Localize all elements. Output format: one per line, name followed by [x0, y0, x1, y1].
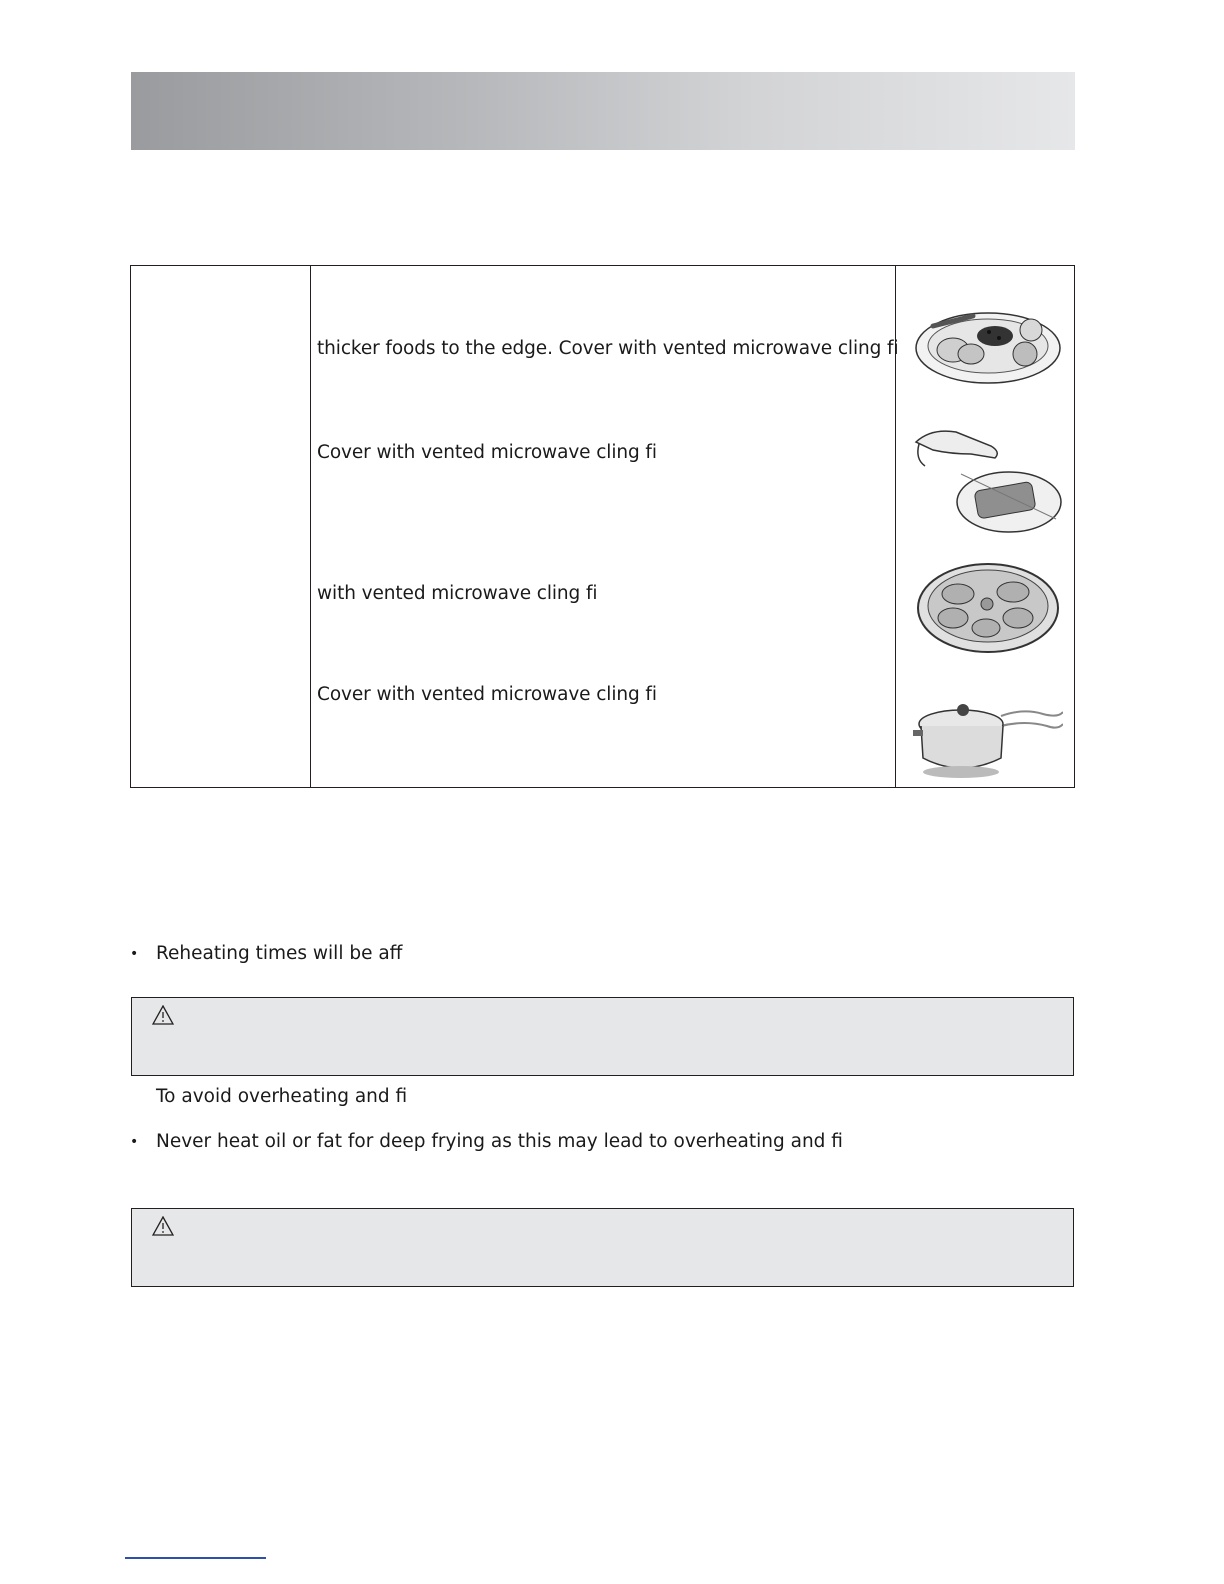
bullet-marker: •: [130, 1134, 139, 1150]
covered-casserole-icon: [913, 686, 1063, 781]
warning-box: [131, 1208, 1074, 1287]
warning-box: [131, 997, 1074, 1076]
table-row-text: thicker foods to the edge. Cover with vented microwave cling fi: [317, 338, 899, 359]
table-row-text: Cover with vented microwave cling fi: [317, 442, 657, 463]
plated-meal-icon: [913, 298, 1063, 388]
reheating-note: Reheating times will be aff: [156, 943, 403, 964]
chicken-pieces-dish-icon: [913, 556, 1063, 656]
footer-rule: [125, 1557, 266, 1559]
reheating-table: [130, 265, 1075, 788]
table-row-text: Cover with vented microwave cling fi: [317, 684, 657, 705]
warning-triangle-icon: [152, 1216, 174, 1236]
table-column-divider: [310, 266, 311, 787]
section-header-bar: [131, 72, 1075, 150]
warning-triangle-icon: [152, 1005, 174, 1025]
deep-frying-note: Never heat oil or fat for deep frying as this may lead to overheating and fi: [156, 1131, 843, 1152]
overheating-note: To avoid overheating and fi: [156, 1086, 408, 1107]
bullet-marker: •: [130, 946, 139, 962]
table-row-text: with vented microwave cling fi: [317, 583, 598, 604]
hand-covering-plate-icon: [911, 424, 1066, 539]
